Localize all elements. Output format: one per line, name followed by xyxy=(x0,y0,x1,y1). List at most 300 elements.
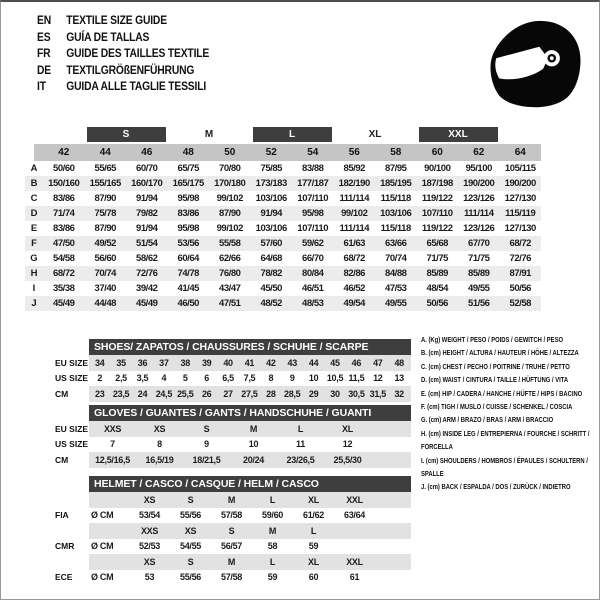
shoes-value: 5 xyxy=(182,373,188,384)
measurement-value: 99/102 xyxy=(216,223,243,234)
measurement-value: 160/170 xyxy=(131,178,163,189)
language-code: ES xyxy=(37,29,51,44)
helmet-size-label: S xyxy=(228,525,235,536)
shoes-value: 23,5 xyxy=(112,388,130,399)
gloves-value: 8 xyxy=(157,439,162,450)
shoes-value: 27,5 xyxy=(241,388,258,399)
gloves-value: 11 xyxy=(296,439,305,450)
measurement-value: 75/85 xyxy=(260,163,283,174)
measurement-value: 87/91 xyxy=(509,268,532,279)
measurement-value: 80/84 xyxy=(301,268,324,279)
shoes-value: 9 xyxy=(289,373,295,384)
measurement-value: 76/80 xyxy=(218,268,241,279)
size-group-header-row xyxy=(25,125,541,144)
measurement-value: 83/86 xyxy=(52,193,75,204)
measurement-value: 170/180 xyxy=(214,178,246,189)
measurement-value: 83/88 xyxy=(301,163,324,174)
measurement-value: 52/58 xyxy=(509,298,532,309)
gloves-value: S xyxy=(203,423,210,434)
gloves-table-title: GLOVES / GUANTES / GANTS / HANDSCHUHE / GUANTI xyxy=(89,405,411,421)
measurement-value: 185/195 xyxy=(380,178,412,189)
measurement-value: 49/54 xyxy=(343,298,366,309)
shoes-row xyxy=(55,386,415,402)
measurement-row xyxy=(25,296,541,311)
measurement-value: 111/114 xyxy=(339,193,370,204)
legend-item: A. (Kg) WEIGHT / PESO / POIDS / GEWITCH / PESO xyxy=(421,335,564,344)
language-title: GUÍA DE TALLAS xyxy=(66,29,150,44)
measurement-value: 87/90 xyxy=(94,193,117,204)
measurement-value: 45/49 xyxy=(135,298,158,309)
measurement-value: 115/118 xyxy=(380,223,411,234)
measurement-row xyxy=(25,251,541,266)
measurement-value: 47/51 xyxy=(218,298,241,309)
measurement-row xyxy=(25,176,541,191)
shoes-value: 12 xyxy=(373,373,383,384)
size-label: 60 xyxy=(431,147,443,158)
legend-item: J. (cm) BACK / ESPALDA / DOS / ZURÜCK / INDIETRO xyxy=(421,482,571,492)
language-row xyxy=(37,12,209,29)
shoes-row-label: CM xyxy=(55,388,69,399)
helmet-size-label: XS xyxy=(184,525,197,536)
shoes-value: 46 xyxy=(351,357,362,368)
measurement-value: 87/95 xyxy=(384,163,407,174)
shoes-value: 7,5 xyxy=(243,373,256,384)
measurement-value: 91/94 xyxy=(135,193,158,204)
measurement-value: 115/119 xyxy=(505,208,536,219)
measurement-value: 115/118 xyxy=(380,193,411,204)
size-group-label: XL xyxy=(368,129,382,140)
measurement-row-label: G xyxy=(30,253,38,264)
measurement-row xyxy=(25,161,541,176)
measurement-value: 35/38 xyxy=(52,283,75,294)
helmet-sizes-row xyxy=(55,523,415,539)
shoes-value: 40 xyxy=(223,357,233,368)
gloves-value: XS xyxy=(153,423,166,434)
shoes-value: 2,5 xyxy=(115,373,127,384)
measurement-value: 70/74 xyxy=(384,253,407,264)
measurement-row-label: J xyxy=(31,298,37,309)
language-code: EN xyxy=(37,13,52,28)
measurement-value: 41/45 xyxy=(177,283,200,294)
gloves-value: 9 xyxy=(204,439,209,450)
measurement-row-label: F xyxy=(31,238,37,249)
helmet-size-label: M xyxy=(227,556,236,567)
shoes-value: 10,5 xyxy=(326,373,344,384)
helmet-size-label: L xyxy=(269,556,276,567)
measurement-row-label: I xyxy=(32,283,36,294)
measurement-value: 107/110 xyxy=(297,223,329,234)
measurement-value: 66/70 xyxy=(301,253,324,264)
size-label: 54 xyxy=(307,147,319,158)
helmet-table-title: HELMET / CASCO / CASQUE / HELM / CASCO xyxy=(89,476,411,492)
measurement-value: 123/126 xyxy=(463,223,495,234)
gloves-row xyxy=(55,421,415,437)
measurement-value: 71/75 xyxy=(467,253,490,264)
helmet-value: 63/64 xyxy=(343,510,366,521)
measurement-value: 90/100 xyxy=(424,163,451,174)
language-title: GUIDE DES TAILLES TEXTILE xyxy=(66,46,210,61)
shoes-value: 30 xyxy=(330,388,340,399)
measurement-value: 111/114 xyxy=(339,223,370,234)
shoes-value: 45 xyxy=(330,357,340,368)
measurement-value: 75/78 xyxy=(94,208,117,219)
measurement-value: 105/115 xyxy=(504,163,536,174)
helmet-value: 61/62 xyxy=(302,510,325,521)
helmet-data-row xyxy=(55,539,415,555)
legend-item: F. (cm) TIGH / MUSLO / CUISSE / SCHENKEL / COSCIA xyxy=(421,402,573,412)
helmet-size-label: S xyxy=(187,556,194,567)
measurement-value: 46/50 xyxy=(177,298,200,309)
measurement-value: 95/98 xyxy=(177,193,200,204)
helmet-size-label: XL xyxy=(308,556,319,567)
measurement-row xyxy=(25,281,541,296)
measurement-value: 85/89 xyxy=(426,268,449,279)
measurement-value: 85/89 xyxy=(467,268,490,279)
measurement-value: 72/76 xyxy=(509,253,532,264)
measurement-value: 49/52 xyxy=(94,238,117,249)
measurement-row xyxy=(25,191,541,206)
measurement-value: 47/50 xyxy=(52,238,75,249)
measurement-value: 111/114 xyxy=(463,208,494,219)
measurement-value: 182/190 xyxy=(338,178,370,189)
measurement-value: 119/122 xyxy=(421,193,453,204)
gloves-value: 12,5/16,5 xyxy=(95,454,130,465)
measurement-value: 123/126 xyxy=(463,193,495,204)
shoes-value: 10 xyxy=(308,373,319,384)
shoes-value: 36 xyxy=(137,357,148,368)
measurement-value: 55/65 xyxy=(94,163,117,174)
measurement-value: 71/74 xyxy=(52,208,75,219)
gloves-size-table xyxy=(55,405,415,468)
measurement-value: 87/90 xyxy=(94,223,117,234)
helmet-size-label: XXS xyxy=(140,525,159,536)
helmet-data-row xyxy=(55,570,415,586)
helmet-unit-label: Ø CM xyxy=(91,510,114,521)
measurement-row-label: B xyxy=(30,178,38,189)
gloves-value: L xyxy=(297,423,304,434)
measurement-value: 68/72 xyxy=(52,268,75,279)
shoes-value: 32 xyxy=(394,388,404,399)
measurement-value: 48/53 xyxy=(301,298,324,309)
language-code: DE xyxy=(37,62,52,77)
gloves-row xyxy=(55,452,415,468)
shoes-value: 28,5 xyxy=(284,388,301,399)
shoes-value: 2 xyxy=(97,373,103,384)
measurement-value: 50/56 xyxy=(509,283,532,294)
language-code: FR xyxy=(37,46,51,61)
shoes-value: 35 xyxy=(116,357,126,368)
size-label: 56 xyxy=(348,147,360,158)
measurement-value: 68/72 xyxy=(343,253,366,264)
measurement-value: 58/62 xyxy=(135,253,158,264)
measurement-value: 51/56 xyxy=(467,298,490,309)
gloves-value: 12 xyxy=(342,439,353,450)
gloves-value: 16,5/19 xyxy=(145,454,174,465)
measurement-value: 103/106 xyxy=(255,193,287,204)
helmet-size-label: XXL xyxy=(346,556,363,567)
measurement-value: 70/74 xyxy=(94,268,117,279)
gloves-row-label: EU SIZE xyxy=(55,423,89,434)
size-label: 50 xyxy=(224,147,236,158)
measurement-value: 95/100 xyxy=(465,163,492,174)
textile-size-table xyxy=(25,125,541,311)
legend-item: G. (cm) ARM / BRAZO / BRAS / ARM / BRACCIO xyxy=(421,415,554,425)
measurement-value: 64/68 xyxy=(260,253,283,264)
helmet-standard-label: FIA xyxy=(55,510,69,521)
measurement-value: 62/66 xyxy=(218,253,241,264)
shoes-row xyxy=(55,371,415,387)
helmet-standard-label: ECE xyxy=(55,572,73,583)
measurement-value: 67/70 xyxy=(467,238,490,249)
shoes-value: 11,5 xyxy=(348,373,365,384)
helmet-value: 60 xyxy=(308,572,319,583)
shoes-size-table xyxy=(55,339,415,402)
helmet-sizes-row xyxy=(55,554,415,570)
measurement-value: 85/92 xyxy=(343,163,366,174)
measurement-value: 127/130 xyxy=(504,193,536,204)
shoes-value: 47 xyxy=(373,357,383,368)
measurement-value: 150/160 xyxy=(48,178,80,189)
measurement-value: 155/165 xyxy=(89,178,121,189)
helmet-size-label: L xyxy=(310,525,317,536)
shoes-value: 4 xyxy=(161,373,167,384)
measurement-value: 190/200 xyxy=(463,178,495,189)
shoes-value: 41 xyxy=(244,357,255,368)
measurement-value: 50/56 xyxy=(426,298,449,309)
measurement-row-label: D xyxy=(30,208,38,219)
shoes-value: 44 xyxy=(308,357,319,368)
helmet-unit-label: Ø CM xyxy=(91,572,114,583)
measurement-value: 49/55 xyxy=(467,283,490,294)
size-group-label: S xyxy=(87,127,166,142)
measurement-value: 60/70 xyxy=(135,163,158,174)
helmet-value: 57/58 xyxy=(220,510,243,521)
measurement-value: 56/60 xyxy=(94,253,117,264)
shoes-value: 28 xyxy=(266,388,276,399)
measurement-value: 99/102 xyxy=(216,193,243,204)
shoes-table-title: SHOES/ ZAPATOS / CHAUSSURES / SCHUHE / SCARPE xyxy=(89,339,411,355)
measurement-value: 43/47 xyxy=(218,283,241,294)
helmet-size-label: M xyxy=(227,494,236,505)
helmet-value: 59 xyxy=(267,572,278,583)
language-row xyxy=(37,29,209,46)
measurement-value: 44/48 xyxy=(94,298,117,309)
shoes-value: 23 xyxy=(94,388,105,399)
helmet-size-label: XS xyxy=(143,494,156,505)
measurement-value: 79/82 xyxy=(135,208,158,219)
shoes-value: 34 xyxy=(94,357,105,368)
size-label: 64 xyxy=(514,147,526,158)
shoes-value: 6 xyxy=(204,373,209,384)
measurement-value: 48/52 xyxy=(260,298,283,309)
helmet-value: 55/56 xyxy=(179,510,202,521)
measurement-value: 48/54 xyxy=(426,283,449,294)
gloves-value: M xyxy=(249,423,258,434)
shoes-value: 29 xyxy=(308,388,319,399)
helmet-size-label: S xyxy=(187,494,194,505)
measurement-row-label: H xyxy=(30,268,38,279)
shoes-value: 48 xyxy=(394,357,404,368)
language-row xyxy=(37,62,209,79)
gloves-value: 18/21,5 xyxy=(192,454,221,465)
measurement-value: 187/198 xyxy=(421,178,453,189)
measurement-value: 37/40 xyxy=(94,283,117,294)
shoes-value: 27 xyxy=(223,388,233,399)
measurement-value: 78/82 xyxy=(260,268,283,279)
helmet-size-table xyxy=(55,476,415,585)
measurement-row-label: E xyxy=(30,223,38,234)
language-list xyxy=(37,12,209,95)
shoes-value: 42 xyxy=(266,357,276,368)
measurement-value: 60/64 xyxy=(177,253,200,264)
measurement-value: 49/55 xyxy=(384,298,407,309)
shoes-value: 3,5 xyxy=(136,373,149,384)
measurement-value: 47/53 xyxy=(384,283,407,294)
measurement-value: 91/94 xyxy=(260,208,283,219)
legend-item: C. (cm) CHEST / PECHO / POITRINE / TRUHE / PETTO xyxy=(421,361,570,371)
measurement-value: 59/62 xyxy=(301,238,324,249)
helmet-icon xyxy=(487,18,584,108)
shoes-value: 24,5 xyxy=(155,388,173,399)
gloves-value: 20/24 xyxy=(242,454,265,465)
helmet-value: 61 xyxy=(349,572,360,583)
measurement-value: 39/42 xyxy=(135,283,158,294)
legend-item: B. (cm) HEIGHT / ALTURA / HAUTEUR / HÖHE / ALTEZZA xyxy=(421,348,579,358)
helmet-sizes-row xyxy=(55,492,415,508)
measurement-value: 83/86 xyxy=(52,223,75,234)
measurement-value: 57/60 xyxy=(260,238,283,249)
measurement-row xyxy=(25,206,541,221)
helmet-value: 58 xyxy=(267,541,278,552)
size-header-row xyxy=(25,144,541,161)
measurement-value: 45/49 xyxy=(52,298,75,309)
measurement-value: 72/76 xyxy=(135,268,158,279)
shoes-value: 26 xyxy=(201,388,212,399)
gloves-value: 23/26,5 xyxy=(286,454,315,465)
helmet-value: 53/54 xyxy=(138,510,161,521)
size-label: 58 xyxy=(390,147,402,158)
helmet-standard-label: CMR xyxy=(55,541,75,552)
language-title: GUIDA ALLE TAGLIE TESSILI xyxy=(66,79,207,94)
measurement-value: 54/58 xyxy=(52,253,75,264)
measurement-legend xyxy=(421,333,594,494)
size-label: 46 xyxy=(141,147,153,158)
measurement-row-label: A xyxy=(30,163,38,174)
measurement-value: 173/183 xyxy=(255,178,287,189)
language-title-block xyxy=(37,12,209,95)
gloves-value: XL xyxy=(342,423,353,434)
measurement-value: 127/130 xyxy=(504,223,536,234)
measurement-value: 99/102 xyxy=(341,208,368,219)
measurement-value: 107/110 xyxy=(421,208,453,219)
gloves-value: 10 xyxy=(248,439,259,450)
measurement-value: 107/110 xyxy=(297,193,329,204)
measurement-value: 95/98 xyxy=(301,208,324,219)
legend-item: D. (cm) WAIST / CINTURA / TAILLE / HÜFTUNG / VITA xyxy=(421,375,569,385)
helmet-value: 55/56 xyxy=(179,572,202,583)
measurement-value: 165/175 xyxy=(172,178,204,189)
size-label: 44 xyxy=(99,147,111,158)
measurement-value: 63/66 xyxy=(384,238,407,249)
shoes-value: 43 xyxy=(287,357,297,368)
measurement-value: 65/68 xyxy=(426,238,449,249)
legend-item: I. (cm) SHOULDERS / HOMBROS / ÉPAULES / SCHULTERN / SPALLE xyxy=(421,455,588,479)
measurement-value: 84/88 xyxy=(384,268,407,279)
gloves-value: 7 xyxy=(110,439,115,450)
measurement-row xyxy=(25,221,541,236)
shoes-value: 25,5 xyxy=(177,388,194,399)
gloves-row-label: CM xyxy=(55,454,69,465)
measurement-value: 53/56 xyxy=(177,238,200,249)
helmet-value: 53 xyxy=(144,572,155,583)
shoes-value: 8 xyxy=(268,373,274,384)
gloves-value: 25,5/30 xyxy=(333,454,362,465)
measurement-row xyxy=(25,236,541,251)
measurement-row-label: C xyxy=(30,193,38,204)
measurement-value: 70/80 xyxy=(218,163,241,174)
measurement-value: 82/86 xyxy=(343,268,366,279)
helmet-size-label: XS xyxy=(143,556,156,567)
measurement-value: 177/187 xyxy=(297,178,329,189)
helmet-value: 52/53 xyxy=(138,541,161,552)
measurement-value: 103/106 xyxy=(380,208,412,219)
measurement-value: 91/94 xyxy=(135,223,158,234)
measurement-value: 83/86 xyxy=(177,208,200,219)
gloves-value: XXS xyxy=(103,423,122,434)
helmet-value: 54/55 xyxy=(179,541,202,552)
gloves-row xyxy=(55,437,415,453)
helmet-value: 59 xyxy=(308,541,319,552)
shoes-row-label: EU SIZE xyxy=(55,357,89,368)
helmet-size-label: L xyxy=(269,494,276,505)
measurement-value: 45/50 xyxy=(260,283,283,294)
shoes-value: 39 xyxy=(201,357,212,368)
measurement-value: 103/106 xyxy=(255,223,287,234)
measurement-value: 46/51 xyxy=(301,283,324,294)
shoes-value: 38 xyxy=(180,357,190,368)
measurement-row xyxy=(25,266,541,281)
shoes-value: 6,5 xyxy=(222,373,234,384)
size-label: 62 xyxy=(473,147,485,158)
measurement-value: 55/58 xyxy=(218,238,241,249)
measurement-value: 65/75 xyxy=(177,163,200,174)
shoes-value: 13 xyxy=(394,373,404,384)
language-title: TEXTILE SIZE GUIDE xyxy=(66,13,167,28)
measurement-value: 190/200 xyxy=(504,178,536,189)
helmet-unit-label: Ø CM xyxy=(91,541,114,552)
language-code: IT xyxy=(37,79,46,94)
gloves-row-label: US SIZE xyxy=(55,439,89,450)
language-title: TEXTILGRÖßENFÜHRUNG xyxy=(66,62,195,77)
shoes-value: 24 xyxy=(137,388,148,399)
measurement-value: 74/78 xyxy=(177,268,200,279)
measurement-value: 50/60 xyxy=(52,163,75,174)
measurement-value: 71/75 xyxy=(426,253,449,264)
measurement-value: 119/122 xyxy=(421,223,453,234)
measurement-value: 95/98 xyxy=(177,223,200,234)
shoes-row xyxy=(55,355,415,371)
measurement-value: 51/54 xyxy=(135,238,158,249)
helmet-size-label: XXL xyxy=(346,494,363,505)
size-group-label: L xyxy=(253,127,332,142)
measurement-value: 46/52 xyxy=(343,283,366,294)
helmet-data-row xyxy=(55,508,415,524)
helmet-size-label: M xyxy=(268,525,277,536)
size-group-label: XXL xyxy=(419,127,498,142)
helmet-value: 59/60 xyxy=(261,510,284,521)
helmet-value: 56/57 xyxy=(220,541,243,552)
helmet-size-label: XL xyxy=(308,494,319,505)
